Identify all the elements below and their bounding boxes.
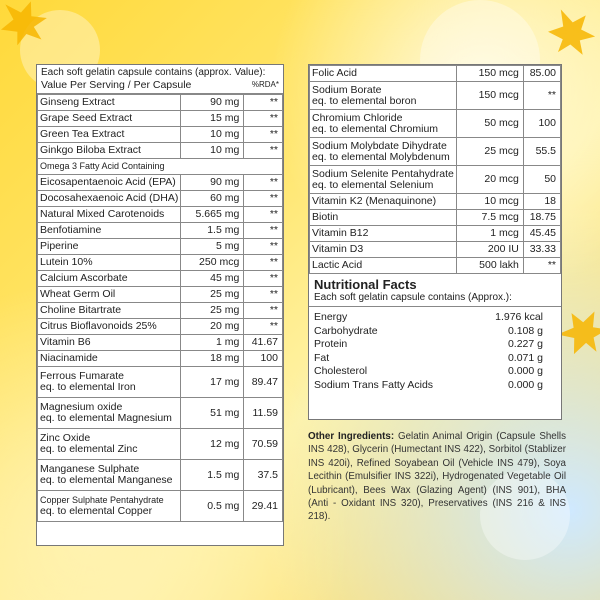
ingredient-rda: 55.5 — [523, 138, 560, 166]
other-ingredients — [308, 430, 566, 524]
ingredient-rda: ** — [244, 319, 283, 335]
ingredient-line1: Chromium Chloride — [312, 111, 403, 124]
ingredient-line1: Copper Sulphate Pentahydrate — [40, 495, 164, 505]
ingredient-name — [310, 166, 457, 194]
ingredient-quantity: 51 mg — [181, 398, 244, 429]
table-row — [38, 143, 283, 159]
ingredient-name — [38, 460, 181, 491]
table-row — [38, 460, 283, 491]
table-row — [38, 255, 283, 271]
ingredient-name: Lutein 10% — [38, 255, 181, 271]
ingredient-name: Grape Seed Extract — [38, 111, 181, 127]
ingredient-quantity: 5 mg — [181, 239, 244, 255]
table-row — [38, 303, 283, 319]
nutrition-label: Energy — [314, 311, 348, 323]
ingredient-rda: 41.67 — [244, 335, 283, 351]
ingredient-rda: 85.00 — [523, 66, 560, 82]
table-row — [310, 138, 561, 166]
supplement-facts-table-left — [36, 64, 284, 546]
ingredient-table — [309, 65, 561, 274]
ingredient-quantity: 20 mg — [181, 319, 244, 335]
table-row — [38, 159, 283, 175]
ingredient-line2: eq. to elemental boron — [312, 94, 417, 107]
table-row — [310, 110, 561, 138]
nutrition-row — [309, 311, 561, 325]
ingredient-rda: 33.33 — [523, 242, 560, 258]
ingredient-rda: 50 — [523, 166, 560, 194]
ingredient-name — [38, 429, 181, 460]
ingredient-quantity: 7.5 mcg — [456, 210, 523, 226]
ingredient-name: Piperine — [38, 239, 181, 255]
ingredient-rda: 11.59 — [244, 398, 283, 429]
ingredient-quantity: 18 mg — [181, 351, 244, 367]
ingredient-name: Eicosapentaenoic Acid (EPA) — [38, 175, 181, 191]
nutrition-label: Carbohydrate — [314, 324, 378, 337]
ingredient-name — [38, 367, 181, 398]
ingredient-line1: Magnesium oxide — [40, 401, 123, 413]
ingredient-quantity: 12 mg — [181, 429, 244, 460]
nutrition-row — [309, 338, 561, 352]
table-row — [310, 66, 561, 82]
nutrition-label: Cholesterol — [314, 365, 368, 377]
ingredient-line2: eq. to elemental Iron — [40, 381, 136, 393]
ingredient-rda: ** — [244, 207, 283, 223]
table-header — [37, 65, 283, 94]
ingredient-name — [310, 110, 457, 138]
ingredient-rda: 70.59 — [244, 429, 283, 460]
nutrition-title: Nutritional Facts — [314, 277, 417, 292]
ingredient-line1: Lactic Acid — [312, 259, 363, 271]
ingredient-quantity: 20 mcg — [456, 166, 523, 194]
ingredient-quantity: 150 mcg — [456, 82, 523, 110]
ingredient-name — [38, 491, 181, 522]
ingredient-rda: ** — [244, 191, 283, 207]
ingredient-line1: Zinc Oxide — [40, 432, 91, 444]
nutrition-rows — [309, 307, 561, 392]
other-ingredients-label: Other Ingredients: — [308, 431, 395, 442]
supplement-facts-table-right — [308, 64, 562, 420]
ingredient-rda: ** — [244, 127, 283, 143]
ingredient-quantity: 25 mcg — [456, 138, 523, 166]
ingredient-line1: Vitamin K2 (Menaquinone) — [312, 195, 437, 207]
ingredient-line2: eq. to elemental Copper — [40, 505, 153, 517]
table-row — [38, 239, 283, 255]
ingredient-quantity: 25 mg — [181, 287, 244, 303]
ingredient-line2: eq. to elemental Molybdenum — [312, 150, 450, 163]
ingredient-quantity: 17 mg — [181, 367, 244, 398]
header-rda: %RDA* — [251, 80, 279, 89]
ingredient-name: Wheat Germ Oil — [38, 287, 181, 303]
ingredient-rda: ** — [244, 223, 283, 239]
table-row — [38, 207, 283, 223]
table-row — [38, 429, 283, 460]
ingredient-line1: Ferrous Fumarate — [40, 370, 125, 382]
ingredient-rda: ** — [523, 82, 560, 110]
ingredient-name: Benfotiamine — [38, 223, 181, 239]
table-row — [38, 287, 283, 303]
ingredient-quantity: 0.5 mg — [181, 491, 244, 522]
ingredient-rda: 18 — [523, 194, 560, 210]
ingredient-line1: Manganese Sulphate — [40, 463, 140, 475]
ingredient-name: Vitamin B6 — [38, 335, 181, 351]
nutrition-row — [309, 325, 561, 339]
ingredient-name: Ginkgo Biloba Extract — [38, 143, 181, 159]
ingredient-name: Natural Mixed Carotenoids — [38, 207, 181, 223]
nutrition-value: 0.108 g — [507, 324, 543, 337]
table-row — [38, 223, 283, 239]
ingredient-name: Choline Bitartrate — [38, 303, 181, 319]
ingredient-quantity: 1.5 mg — [181, 223, 244, 239]
maple-leaf-decoration — [539, 1, 600, 66]
ingredient-quantity: 200 IU — [456, 242, 523, 258]
ingredient-quantity: 500 lakh — [456, 258, 523, 274]
table-row — [38, 491, 283, 522]
nutrition-row — [309, 352, 561, 366]
table-row — [38, 351, 283, 367]
nutrition-subtitle: Each soft gelatin capsule contains (Approx.): — [309, 292, 561, 307]
ingredient-quantity: 1 mcg — [456, 226, 523, 242]
table-row — [38, 367, 283, 398]
ingredient-rda: ** — [523, 258, 560, 274]
ingredient-name — [310, 258, 457, 274]
ingredient-quantity: 25 mg — [181, 303, 244, 319]
nutrition-label: Sodium Trans Fatty Acids — [314, 378, 434, 391]
ingredient-quantity: 10 mcg — [456, 194, 523, 210]
nutrition-value: 0.071 g — [507, 351, 543, 364]
header-line1: Each soft gelatin capsule contains (approx. Value): — [41, 67, 266, 78]
ingredient-quantity: 250 mcg — [181, 255, 244, 271]
table-row — [38, 271, 283, 287]
ingredient-line1: Sodium Borate — [312, 83, 382, 96]
ingredient-rda: ** — [244, 239, 283, 255]
nutrition-value: 0.000 g — [507, 378, 543, 391]
header-line2: Value Per Serving / Per Capsule — [41, 79, 192, 91]
ingredient-name: Niacinamide — [38, 351, 181, 367]
ingredient-line2: eq. to elemental Zinc — [40, 443, 138, 455]
ingredient-quantity: 150 mcg — [456, 66, 523, 82]
table-row — [38, 398, 283, 429]
table-row — [38, 111, 283, 127]
ingredient-name: Calcium Ascorbate — [38, 271, 181, 287]
nutrition-value: 1.976 kcal — [495, 311, 543, 323]
table-row — [310, 258, 561, 274]
table-row — [310, 242, 561, 258]
table-row — [38, 335, 283, 351]
ingredient-quantity: 1 mg — [181, 335, 244, 351]
ingredient-quantity: 90 mg — [181, 95, 244, 111]
table-row — [310, 210, 561, 226]
ingredient-name: Green Tea Extract — [38, 127, 181, 143]
ingredient-line1: Sodium Selenite Pentahydrate — [312, 167, 454, 180]
ingredient-name — [38, 398, 181, 429]
ingredient-name: Ginseng Extract — [38, 95, 181, 111]
ingredient-quantity: 10 mg — [181, 127, 244, 143]
nutrition-label: Fat — [314, 351, 330, 364]
ingredient-rda: 89.47 — [244, 367, 283, 398]
ingredient-rda: 100 — [244, 351, 283, 367]
ingredient-table — [37, 94, 283, 522]
ingredient-quantity: 60 mg — [181, 191, 244, 207]
ingredient-name — [310, 226, 457, 242]
ingredient-quantity: 45 mg — [181, 271, 244, 287]
ingredient-name — [310, 242, 457, 258]
table-row — [310, 82, 561, 110]
table-row — [38, 319, 283, 335]
ingredient-rda: ** — [244, 95, 283, 111]
ingredient-name: Docosahexaenoic Acid (DHA) — [38, 191, 181, 207]
table-row — [38, 95, 283, 111]
ingredient-name — [310, 138, 457, 166]
table-row — [310, 194, 561, 210]
ingredient-name: Omega 3 Fatty Acid Containing — [38, 159, 283, 175]
ingredient-rda: ** — [244, 111, 283, 127]
ingredient-line1: Biotin — [312, 211, 339, 223]
table-row — [38, 191, 283, 207]
ingredient-rda: ** — [244, 255, 283, 271]
ingredient-line2: eq. to elemental Chromium — [312, 122, 439, 135]
ingredient-line1: Vitamin B12 — [312, 227, 369, 239]
ingredient-name — [310, 82, 457, 110]
ingredient-line1: Folic Acid — [312, 67, 357, 79]
table-row — [38, 127, 283, 143]
ingredient-rda: 37.5 — [244, 460, 283, 491]
ingredient-name: Citrus Bioflavonoids 25% — [38, 319, 181, 335]
ingredient-rda: ** — [244, 175, 283, 191]
ingredient-quantity: 1.5 mg — [181, 460, 244, 491]
ingredient-rda: ** — [244, 303, 283, 319]
ingredient-rda: 45.45 — [523, 226, 560, 242]
ingredient-line1: Vitamin D3 — [312, 243, 364, 255]
ingredient-name — [310, 66, 457, 82]
ingredient-rda: 18.75 — [523, 210, 560, 226]
nutrition-row — [309, 365, 561, 379]
table-row — [310, 226, 561, 242]
ingredient-quantity: 10 mg — [181, 143, 244, 159]
ingredient-quantity: 90 mg — [181, 175, 244, 191]
nutrition-label: Protein — [314, 338, 348, 350]
nutrition-value: 0.227 g — [507, 338, 543, 350]
nutrition-value: 0.000 g — [507, 365, 543, 377]
table-row — [310, 166, 561, 194]
ingredient-name — [310, 194, 457, 210]
other-ingredients-text: Gelatin Animal Origin (Capsule Shells INS 428), Glycerin (Humectant INS 422), Sorbitol (Stablizer INS 420i), Refined Soyabean Oil (Vehicle INS 479), Soya Lecithin (Emulsifier INS 322i), Hydrogenated Vegetable Oil (Lubricant), Bees Wax (Glazing Agent) (INS 901), BHA (Anti - Oxidant INS 320), Preservatives (INS 216 & INS 218). — [308, 431, 566, 523]
ingredient-rda: ** — [244, 287, 283, 303]
ingredient-rda: 100 — [523, 110, 560, 138]
ingredient-line2: eq. to elemental Manganese — [40, 474, 173, 486]
nutrition-row — [309, 379, 561, 393]
table-row — [38, 175, 283, 191]
ingredient-rda: ** — [244, 143, 283, 159]
ingredient-rda: ** — [244, 271, 283, 287]
ingredient-line2: eq. to elemental Magnesium — [40, 412, 172, 424]
ingredient-quantity: 5.665 mg — [181, 207, 244, 223]
ingredient-quantity: 50 mcg — [456, 110, 523, 138]
ingredient-quantity: 15 mg — [181, 111, 244, 127]
ingredient-rda: 29.41 — [244, 491, 283, 522]
ingredient-line2: eq. to elemental Selenium — [312, 178, 434, 191]
ingredient-name — [310, 210, 457, 226]
ingredient-line1: Sodium Molybdate Dihydrate — [312, 139, 447, 152]
